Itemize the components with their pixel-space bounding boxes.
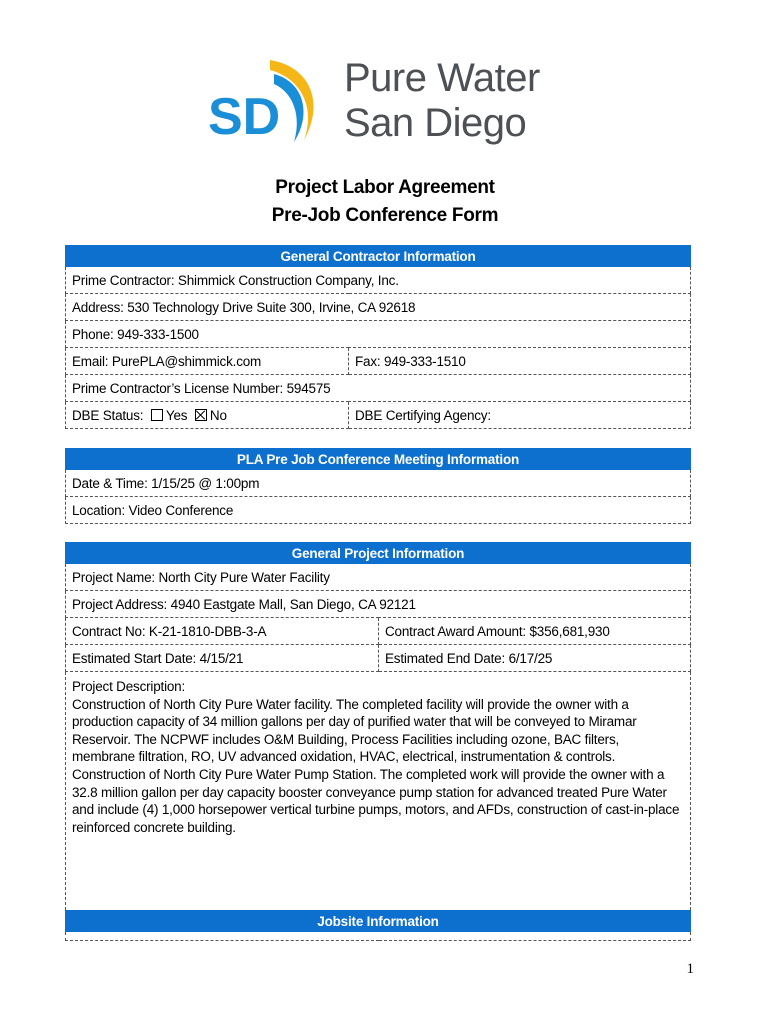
- dbe-status-label: DBE Status:: [72, 407, 144, 423]
- start-date-field: Estimated Start Date: 4/15/21: [66, 645, 379, 672]
- section-header: General Project Information: [66, 543, 691, 564]
- page-number: 1: [686, 961, 694, 977]
- logo-line-2: San Diego: [344, 101, 527, 145]
- dbe-yes-checkbox[interactable]: [151, 409, 163, 421]
- dbe-no-checkbox[interactable]: [195, 409, 207, 421]
- logo-wordmark: [344, 56, 540, 146]
- end-date-field: Estimated End Date: 6/17/25: [379, 645, 691, 672]
- sd-logo-icon: [208, 56, 338, 152]
- logo-line-1: Pure Water: [344, 56, 540, 100]
- project-description-field: [66, 672, 691, 911]
- contract-number-field: Contract No: K-21-1810-DBB-3-A: [66, 618, 379, 645]
- jobsite-field: [66, 932, 691, 941]
- svg-text:SD: SD: [208, 88, 281, 146]
- title-line-1: Project Labor Agreement: [275, 177, 495, 198]
- section-header: PLA Pre Job Conference Meeting Information: [66, 449, 691, 470]
- project-section: [65, 542, 691, 941]
- gc-address-field: Address: 530 Technology Drive Suite 300, Irvine, CA 92618: [66, 294, 691, 321]
- project-name-field: Project Name: North City Pure Water Facility: [66, 564, 691, 591]
- gc-email-field: Email: PurePLA@shimmick.com: [66, 348, 349, 375]
- meeting-datetime-field: Date & Time: 1/15/25 @ 1:00pm: [66, 470, 691, 497]
- description-paragraph: Construction of North City Pure Water Pump Station. The completed work will provide the owner with a 32.8 million gallon per day capacity booster conveyance pump station for advanced treated Pure Water and include (4) 1,000 horsepower vertical turbine pumps, motors, and AFDs, construction of cast-in-place reinforced concrete building.: [72, 766, 680, 835]
- meeting-section: [65, 448, 691, 524]
- title-line-2: Pre-Job Conference Form: [271, 205, 499, 226]
- dbe-yes-label: Yes: [165, 407, 188, 423]
- section-header: General Contractor Information: [66, 246, 691, 267]
- description-label: Project Description:: [72, 679, 186, 694]
- jobsite-header: Jobsite Information: [66, 911, 691, 932]
- dbe-agency-field: DBE Certifying Agency:: [349, 402, 691, 429]
- pure-water-san-diego-logo: [208, 56, 568, 152]
- form-title: [0, 174, 770, 230]
- meeting-location-field: Location: Video Conference: [66, 497, 691, 524]
- project-address-field: Project Address: 4940 Eastgate Mall, San Diego, CA 92121: [66, 591, 691, 618]
- gc-fax-field: Fax: 949-333-1510: [349, 348, 691, 375]
- contract-award-field: Contract Award Amount: $356,681,930: [379, 618, 691, 645]
- prime-contractor-field: Prime Contractor: Shimmick Construction Company, Inc.: [66, 267, 691, 294]
- general-contractor-section: [65, 245, 691, 429]
- license-number-field: Prime Contractor’s License Number: 594575: [66, 375, 691, 402]
- description-paragraph: Construction of North City Pure Water facility. The completed facility will provide the owner with a production capacity of 34 million gallons per day of purified water that will be conveyed to Miramar Reservoir. The NCPWF includes O&M Building, Process Facilities including ozone, BAC filters, membrane filtration, RO, UV advanced oxidation, HVAC, electrical, instrumentation & controls.: [72, 696, 637, 765]
- dbe-status-field: [66, 402, 349, 429]
- gc-phone-field: Phone: 949-333-1500: [66, 321, 691, 348]
- dbe-no-label: No: [209, 407, 227, 423]
